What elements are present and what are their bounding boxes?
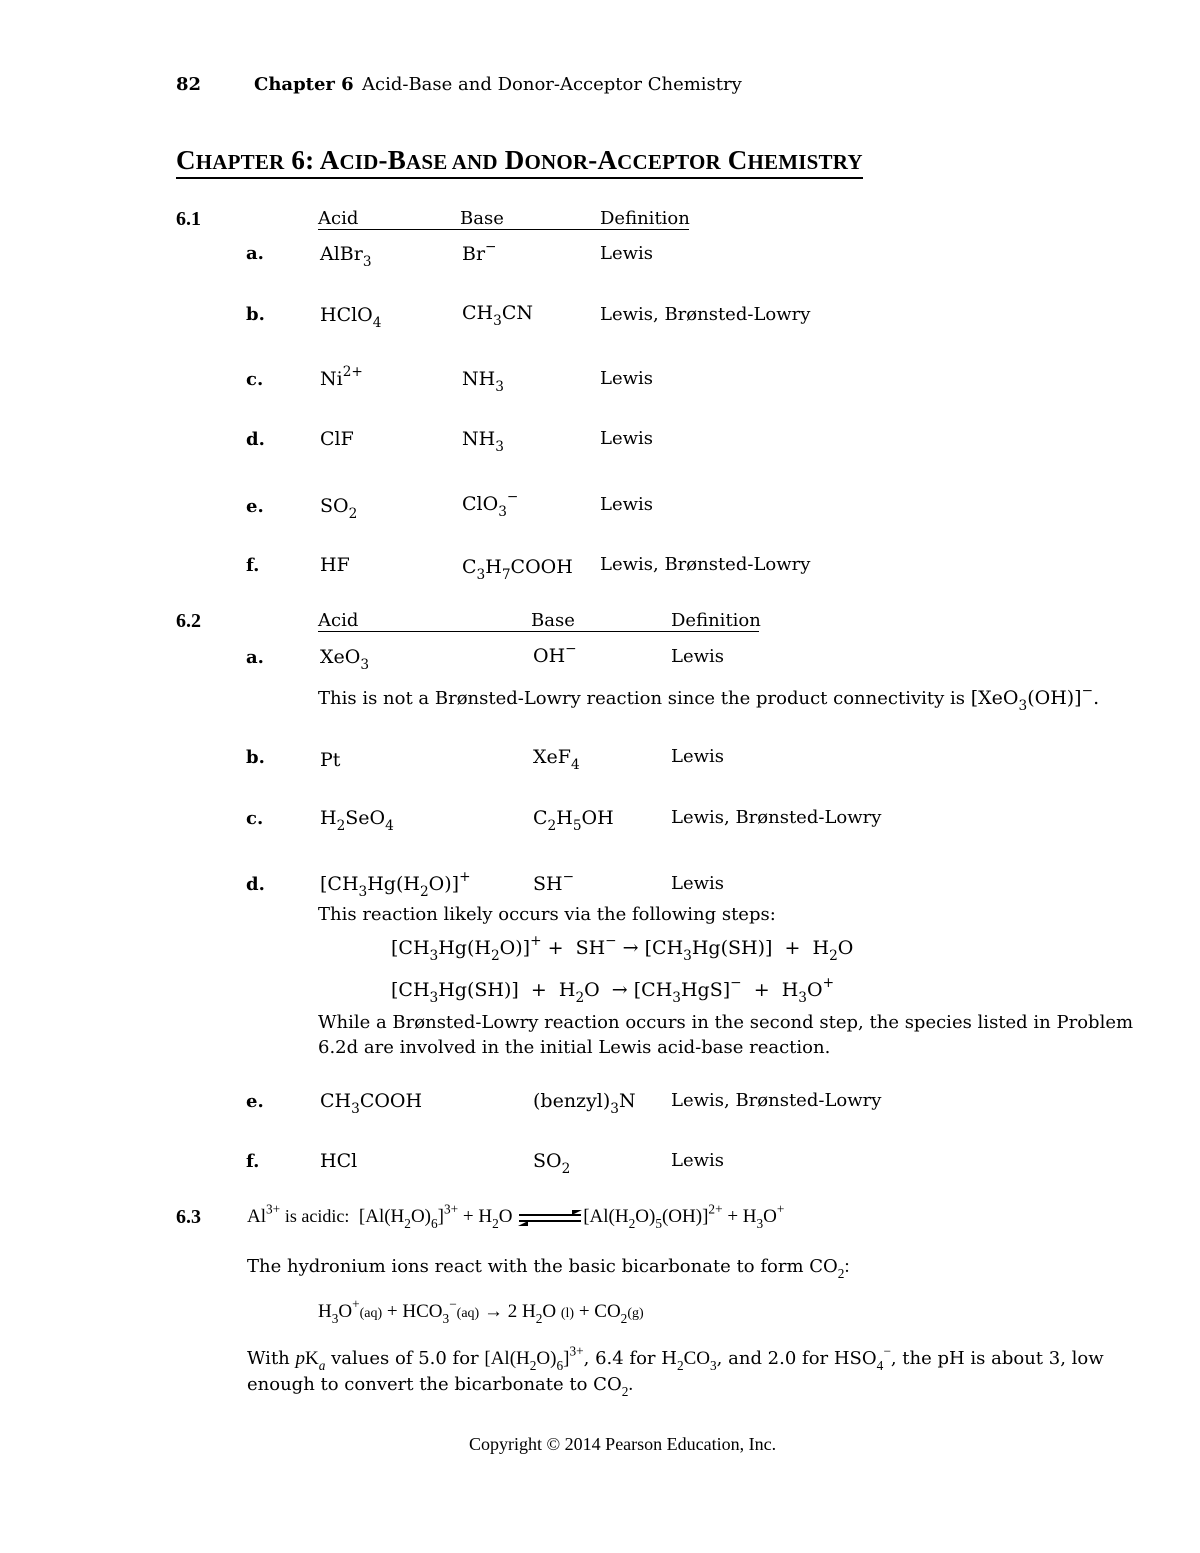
problem-number: 6.1 bbox=[176, 208, 201, 230]
acid-formula: ClF bbox=[320, 428, 354, 450]
base-formula: $(benzyl)_3N$ bbox=[533, 1090, 636, 1118]
problem-number: 6.3 bbox=[176, 1206, 201, 1228]
base-formula: $NH_3$ bbox=[462, 428, 504, 456]
header-underline bbox=[318, 229, 689, 230]
base-formula: ClO$_3$− bbox=[462, 489, 519, 521]
item-label: e. bbox=[246, 1091, 264, 1112]
acid-formula: AlBr$_3$ bbox=[320, 243, 372, 271]
note-text: This is not a Brønsted-Lowry reaction since the product connectivity is [XeO$_3$(OH)]−. bbox=[318, 683, 1100, 715]
column-header-acid: Acid bbox=[318, 208, 359, 229]
item-label: b. bbox=[246, 304, 265, 325]
column-header-definition: Definition bbox=[600, 208, 690, 229]
base-formula: $CH_3CN$ bbox=[462, 302, 533, 330]
definition: Lewis, Brønsted-Lowry bbox=[600, 554, 811, 575]
item-label: f. bbox=[246, 1151, 260, 1172]
running-chapter: Chapter 6 bbox=[254, 74, 354, 95]
definition: Lewis, Brønsted-Lowry bbox=[600, 304, 811, 325]
definition: Lewis, Brønsted-Lowry bbox=[671, 1090, 882, 1111]
definition: Lewis bbox=[671, 746, 725, 767]
definition: Lewis bbox=[671, 873, 725, 894]
column-header-base: Base bbox=[460, 208, 504, 229]
chapter-title: CHAPTER 6: ACID-BASE AND DONOR-ACCEPTOR CHEMISTRY bbox=[176, 145, 863, 179]
acid-formula: $CH_3COOH$ bbox=[320, 1090, 423, 1118]
item-label: d. bbox=[246, 429, 265, 450]
acid-formula: HClO$_4$ bbox=[320, 304, 382, 332]
problem-number: 6.2 bbox=[176, 610, 201, 632]
item-label: a. bbox=[246, 243, 264, 264]
header-underline bbox=[318, 631, 759, 632]
definition: Lewis bbox=[600, 368, 654, 389]
reaction-equation: $[CH_3Hg(H_2O)]^+ + SH^- \to [CH_3Hg(SH)] + H_2O$ bbox=[391, 933, 854, 965]
acid-formula: Pt bbox=[320, 749, 341, 771]
base-formula: Br− bbox=[462, 239, 497, 265]
running-chapter-title: Acid-Base and Donor-Acceptor Chemistry bbox=[362, 74, 742, 95]
paragraph: enough to convert the bicarbonate to $CO_2$. bbox=[247, 1374, 634, 1399]
paragraph: With $pK_a$ values of 5.0 for $[Al(H_2O)_6]^{3+}$, 6.4 for $H_2CO_3$, and 2.0 for $HSO_4^-$, the pH is about 3, low bbox=[247, 1343, 1104, 1373]
acid-formula: $[CH_3Hg(H_2O)]^+$ bbox=[320, 869, 471, 901]
column-header-base: Base bbox=[531, 610, 575, 631]
acid-formula: HCl bbox=[320, 1150, 358, 1172]
base-formula: SH− bbox=[533, 869, 575, 895]
base-formula: $C_3H_7COOH$ bbox=[462, 556, 573, 584]
definition: Lewis bbox=[600, 428, 654, 449]
paragraph: The hydronium ions react with the basic bicarbonate to form $CO_2$: bbox=[247, 1256, 850, 1281]
definition: Lewis bbox=[671, 646, 725, 667]
reaction-equation: $[CH_3Hg(SH)] + H_2O \to [CH_3HgS]^- + H_3O^+$ bbox=[391, 975, 835, 1007]
note-text: 6.2d are involved in the initial Lewis acid-base reaction. bbox=[318, 1037, 831, 1058]
column-header-definition: Definition bbox=[671, 610, 761, 631]
item-label: c. bbox=[246, 808, 264, 829]
item-label: b. bbox=[246, 747, 265, 768]
definition: Lewis bbox=[600, 494, 654, 515]
item-label: e. bbox=[246, 496, 264, 517]
note-text: While a Brønsted-Lowry reaction occurs in the second step, the species listed in Problem bbox=[318, 1012, 1134, 1033]
base-formula: $NH_3$ bbox=[462, 368, 504, 396]
base-formula: $SO_2$ bbox=[533, 1150, 571, 1178]
neutralization-equation: $H_3O^+(aq) + HCO_3^-(aq) \to 2$ $H_2O$ $(l) + CO_2(g)$ bbox=[318, 1296, 644, 1326]
acid-formula: $H_2SeO_4$ bbox=[320, 807, 394, 835]
acid-formula: HF bbox=[320, 554, 350, 576]
item-label: a. bbox=[246, 647, 264, 668]
acid-formula: XeO$_3$ bbox=[320, 646, 370, 674]
copyright-footer: Copyright © 2014 Pearson Education, Inc. bbox=[469, 1434, 777, 1454]
definition: Lewis bbox=[600, 243, 654, 264]
hydrolysis-equation: $Al^{3+}$ is acidic: $[Al(H_2O)_6]^{3+} + H_2O$ $[Al(H_2O)_5(OH)]^{2+} + H_3O^+$ bbox=[247, 1201, 785, 1231]
item-label: d. bbox=[246, 874, 265, 895]
item-label: c. bbox=[246, 369, 264, 390]
page-number: 82 bbox=[176, 74, 202, 95]
acid-formula: $Ni^{2+}$ bbox=[320, 364, 363, 390]
equilibrium-arrow-icon bbox=[519, 1211, 581, 1225]
acid-formula: $SO_2$ bbox=[320, 495, 358, 523]
note-text: This reaction likely occurs via the following steps: bbox=[318, 904, 776, 925]
item-label: f. bbox=[246, 555, 260, 576]
base-formula: XeF$_4$ bbox=[533, 746, 580, 774]
base-formula: $C_2H_5OH$ bbox=[533, 807, 614, 835]
definition: Lewis bbox=[671, 1150, 725, 1171]
definition: Lewis, Brønsted-Lowry bbox=[671, 807, 882, 828]
column-header-acid: Acid bbox=[318, 610, 359, 631]
base-formula: OH− bbox=[533, 641, 577, 667]
